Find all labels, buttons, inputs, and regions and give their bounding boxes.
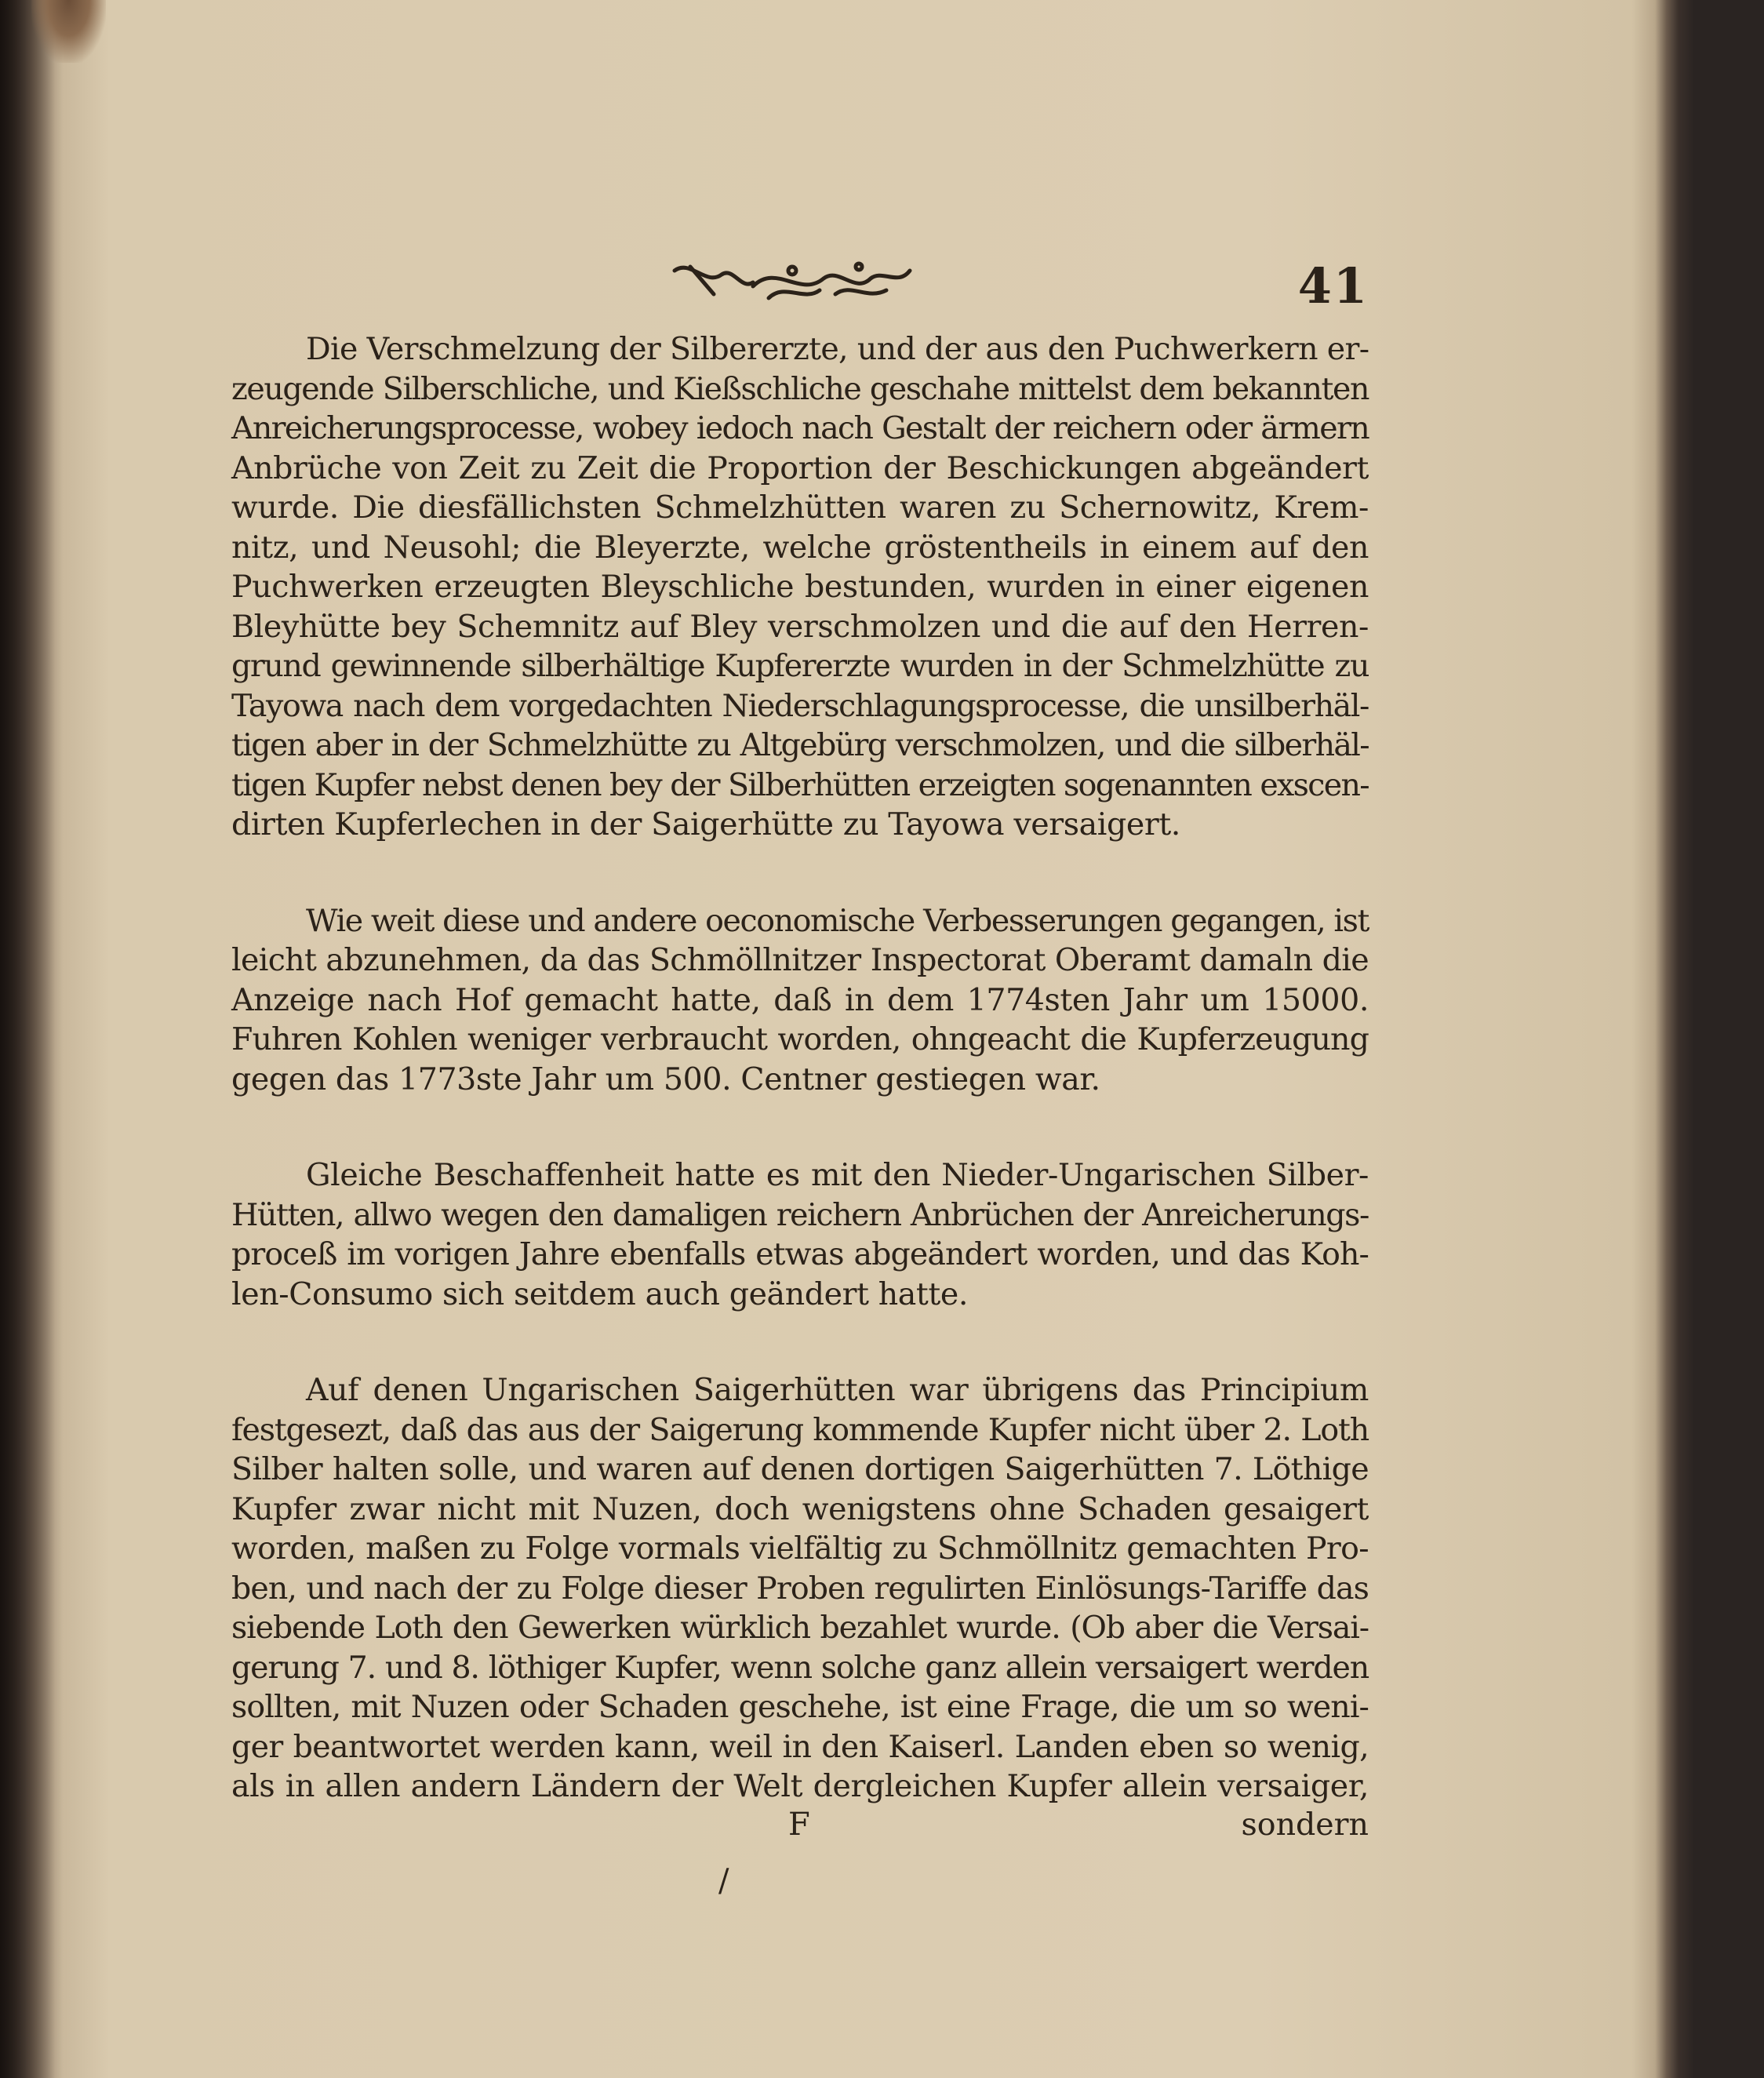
paragraph-2 [231, 901, 1369, 1100]
paragraph-line: Gleiche Beschaffenheit hatte es mit den Nieder-Ungarischen Silber- [306, 1157, 1369, 1193]
paragraph-line: worden, maßen zu Folge vormals vielfältig zu Schmöllnitz gemachten Pro- [231, 1530, 1369, 1567]
paragraph-line: gerung 7. und 8. löthiger Kupfer, wenn solche ganz allein versaigert werden [231, 1649, 1369, 1686]
paragraph-line: len-Consumo sich seitdem auch geändert hatte. [231, 1276, 968, 1312]
paragraph-line: leicht abzunehmen, da das Schmöllnitzer Inspectorat Oberamt damaln die [231, 942, 1369, 978]
paragraph-line: tigen aber in der Schmelzhütte zu Altgebürg verschmolzen, und die silberhäl- [231, 727, 1369, 763]
paragraph-line: Anreicherungsprocesse, wobey iedoch nach Gestalt der reichern oder ärmern [231, 410, 1369, 446]
paragraph-line: gegen das 1773ste Jahr um 500. Centner gestiegen war. [231, 1061, 1100, 1097]
paragraph-line: Puchwerken erzeugten Bleyschliche bestunden, wurden in einer eigenen [231, 569, 1369, 605]
signature-mark: F [788, 1806, 810, 1843]
paragraph-line: tigen Kupfer nebst denen bey der Silberhütten erzeigten sogenannten exscen- [231, 766, 1369, 803]
paragraph-line: als in allen andern Ländern der Welt dergleichen Kupfer allein versaiger, [231, 1768, 1369, 1804]
paragraph-line: grund gewinnende silberhältige Kupfererzte wurden in der Schmelzhütte zu [231, 648, 1369, 684]
page-footer [231, 1807, 1369, 1854]
paragraph-line: festgesezt, daß das aus der Saigerung kommende Kupfer nicht über 2. Loth [231, 1411, 1369, 1448]
paragraph-line: wurde. Die diesfällichsten Schmelzhütten waren zu Schernowitz, Krem- [231, 489, 1369, 526]
binding-corner-stain [31, 0, 106, 63]
paragraph-line: Kupfer zwar nicht mit Nuzen, doch wenigstens ohne Schaden gesaigert [231, 1490, 1369, 1527]
paragraph-line: Fuhren Kohlen weniger verbraucht worden, ohngeacht die Kupferzeugung [231, 1021, 1369, 1057]
binding-shadow [0, 0, 55, 2078]
paragraph-line: Hütten, allwo wegen den damaligen reichern Anbrüchen der Anreicherungs- [231, 1196, 1369, 1233]
paragraph-line: ben, und nach der zu Folge dieser Proben regulirten Einlösungs-Tariffe das [231, 1570, 1369, 1607]
paragraph-3 [231, 1155, 1369, 1314]
paragraph-4 [231, 1370, 1369, 1807]
paragraph-line: zeugende Silberschliche, und Kießschliche geschahe mittelst dem bekannten [231, 370, 1369, 407]
paragraph-line: Tayowa nach dem vorgedachten Niederschlagungsprocesse, die unsilberhäl- [231, 687, 1369, 724]
paragraph-line: Wie weit diese und andere oeconomische Verbesserungen gegangen, ist [306, 902, 1369, 939]
paragraph-line: Auf denen Ungarischen Saigerhütten war übrigens das Principium [306, 1372, 1369, 1408]
paragraph-line: Silber halten solle, und waren auf denen dortigen Saigerhütten 7. Löthige [231, 1451, 1369, 1487]
header-ornament-icon [667, 255, 918, 310]
paragraph-line: Bleyhütte bey Schemnitz auf Bley verschmolzen und die auf den Herren- [231, 608, 1369, 645]
paragraph-1 [231, 329, 1369, 845]
paragraph-line: sollten, mit Nuzen oder Schaden geschehe, ist eine Frage, die um so weni- [231, 1689, 1369, 1725]
catchword: sondern [1241, 1806, 1369, 1843]
paragraph-line: Die Verschmelzung der Silbererzte, und der aus den Puchwerkern er- [306, 331, 1369, 367]
page-number: 41 [1297, 257, 1369, 315]
paragraph-line: proceß im vorigen Jahre ebenfalls etwas abgeändert worden, und das Koh- [231, 1236, 1369, 1272]
page-header [231, 251, 1369, 322]
stray-ink-mark: / [718, 1863, 729, 1899]
paragraph-line: siebende Loth den Gewerken würklich bezahlet wurde. (Ob aber die Versai- [231, 1610, 1369, 1646]
paragraph-line: Anzeige nach Hof gemacht hatte, daß in dem 1774sten Jahr um 15000. [231, 981, 1369, 1018]
paragraph-line: dirten Kupferlechen in der Saigerhütte zu Tayowa versaigert. [231, 806, 1180, 842]
paragraph-line: ger beantwortet werden kann, weil in den Kaiserl. Landen eben so wenig, [231, 1728, 1369, 1765]
page-text-block [231, 251, 1369, 1854]
paragraph-line: Anbrüche von Zeit zu Zeit die Proportion der Beschickungen abgeändert [231, 449, 1369, 486]
paragraph-line: nitz, und Neusohl; die Bleyerzte, welche gröstentheils in einem auf den [231, 529, 1369, 566]
